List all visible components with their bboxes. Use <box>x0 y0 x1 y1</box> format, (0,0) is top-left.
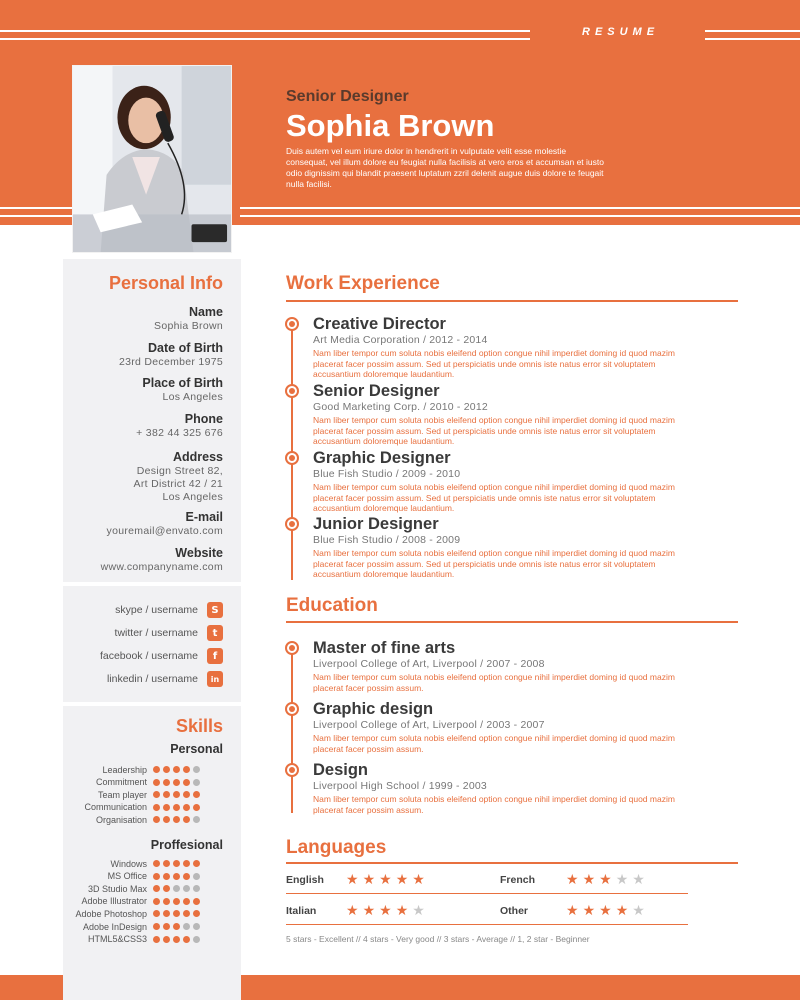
personal-info-title: Personal Info <box>108 273 223 293</box>
skill-dot <box>153 898 160 905</box>
work-item-desc: Nam liber tempor cum soluta nobis eleifend option congue nihil imperdiet doming id quod mazim placerat facer possim assum. Sed ut perspiciatis unde omnis iste natus error sit voluptatem accusantium doloremque laudantium. <box>313 348 675 379</box>
footer-bar <box>0 975 63 1000</box>
language-stars <box>346 903 425 919</box>
star-icon: ★ <box>615 872 629 888</box>
info-address <box>53 450 223 504</box>
person-name: Sophia Brown <box>286 108 495 143</box>
info-value: Sophia Brown <box>154 320 223 332</box>
work-item-meta: Art Media Corporation / 2012 - 2014 <box>313 334 488 346</box>
skills-title: Skills <box>175 716 223 736</box>
info-phone <box>53 412 223 440</box>
header-line <box>240 215 800 217</box>
social-skype[interactable] <box>53 602 223 618</box>
skill-row <box>63 801 241 814</box>
skill-dot <box>163 885 170 892</box>
star-icon: ★ <box>582 903 596 919</box>
skill-name: Team player <box>97 789 147 800</box>
skill-row <box>63 895 241 908</box>
education-item <box>313 761 693 815</box>
linkedin-icon[interactable]: in <box>207 671 223 687</box>
skill-row <box>63 813 241 826</box>
education-item-meta: Liverpool High School / 1999 - 2003 <box>313 780 487 792</box>
work-item <box>313 382 693 447</box>
skill-name: Adobe Photoshop <box>75 908 147 919</box>
skill-dot <box>153 910 160 917</box>
education-item-meta: Liverpool College of Art, Liverpool / 2007 - 2008 <box>313 658 545 670</box>
star-icon: ★ <box>395 872 409 888</box>
skill-name: HTML5&CSS3 <box>87 934 147 945</box>
info-value: Design Street 82, Art District 42 / 21 Los Angeles <box>133 465 223 503</box>
timeline-dot <box>285 384 299 398</box>
skill-name: Organisation <box>95 814 147 825</box>
star-icon: ★ <box>632 872 645 888</box>
info-label: Website <box>175 546 223 560</box>
info-dob <box>53 341 223 369</box>
skill-dot <box>193 779 200 786</box>
skill-dot <box>183 923 190 930</box>
skill-row <box>63 788 241 801</box>
education-item <box>313 639 693 693</box>
star-icon: ★ <box>362 872 376 888</box>
skill-dot <box>183 873 190 880</box>
header-line <box>0 30 530 32</box>
skill-dot <box>183 936 190 943</box>
work-rule <box>286 300 738 302</box>
work-item-meta: Good Marketing Corp. / 2010 - 2012 <box>313 401 488 413</box>
skill-dot <box>163 860 170 867</box>
skill-name: 3D Studio Max <box>87 883 147 894</box>
social-text: skype / username <box>115 604 198 616</box>
skill-dot <box>163 816 170 823</box>
skill-dot <box>153 816 160 823</box>
facebook-icon[interactable]: f <box>207 648 223 664</box>
star-icon: ★ <box>599 872 612 888</box>
star-icon: ★ <box>346 903 359 919</box>
skill-name: Windows <box>110 858 147 869</box>
timeline-dot <box>285 451 299 465</box>
skill-dot <box>173 873 180 880</box>
skill-dot <box>163 791 170 798</box>
skill-dot <box>173 910 180 917</box>
skill-dot <box>183 766 190 773</box>
info-value: Los Angeles <box>162 391 223 403</box>
skill-name: MS Office <box>107 871 147 882</box>
work-item <box>313 315 693 380</box>
skill-dot <box>183 860 190 867</box>
skill-dot <box>193 910 200 917</box>
skill-dot <box>183 779 190 786</box>
social-facebook[interactable] <box>53 648 223 664</box>
skill-rating <box>153 766 200 773</box>
info-label: Address <box>172 450 223 464</box>
skill-dot <box>173 898 180 905</box>
sidebar-divider <box>63 702 241 706</box>
skill-row <box>63 857 241 870</box>
skill-rating <box>153 936 200 943</box>
skill-dot <box>193 860 200 867</box>
skill-dot <box>173 936 180 943</box>
header-line <box>0 207 72 209</box>
skill-rating <box>153 910 200 917</box>
skill-row <box>63 870 241 883</box>
skill-dot <box>193 791 200 798</box>
skill-dot <box>173 885 180 892</box>
social-text: twitter / username <box>114 627 198 639</box>
skill-dot <box>193 885 200 892</box>
skill-row <box>63 763 241 776</box>
social-text: facebook / username <box>99 650 198 662</box>
language-name: English <box>286 874 324 886</box>
star-icon: ★ <box>599 903 612 919</box>
skill-dot <box>183 804 190 811</box>
skill-row <box>63 882 241 895</box>
language-name: Other <box>500 905 529 917</box>
work-title: Work Experience <box>286 273 440 294</box>
skill-dot <box>193 766 200 773</box>
language-name: Italian <box>286 905 317 917</box>
header-line <box>0 215 72 217</box>
education-item-meta: Liverpool College of Art, Liverpool / 2003 - 2007 <box>313 719 545 731</box>
skill-row <box>63 907 241 920</box>
star-icon: ★ <box>346 872 359 888</box>
work-item-title: Senior Designer <box>313 382 440 400</box>
language-stars <box>566 903 645 919</box>
skill-dot <box>193 923 200 930</box>
header-line <box>705 38 800 40</box>
language-rule <box>286 893 688 894</box>
education-item-title: Design <box>313 761 369 779</box>
skill-row <box>63 920 241 933</box>
skill-dot <box>173 816 180 823</box>
work-item-title: Graphic Designer <box>313 449 451 467</box>
skill-dot <box>153 804 160 811</box>
skype-icon[interactable]: S <box>207 602 223 618</box>
skill-dot <box>153 860 160 867</box>
skill-dot <box>163 898 170 905</box>
skill-name: Communication <box>84 802 147 813</box>
skill-dot <box>183 816 190 823</box>
skill-rating <box>153 885 200 892</box>
star-icon: ★ <box>632 903 645 919</box>
skill-rating <box>153 791 200 798</box>
footer-bar <box>241 975 800 1000</box>
skill-dot <box>183 885 190 892</box>
info-value: + 382 44 325 676 <box>136 427 223 439</box>
education-item-title: Master of fine arts <box>313 639 456 657</box>
education-item-desc: Nam liber tempor cum soluta nobis eleifend option congue nihil imperdiet doming id quod mazim placerat facer possim assum. <box>313 794 675 815</box>
education-item-title: Graphic design <box>313 700 434 718</box>
skill-dot <box>153 779 160 786</box>
info-value: 23rd December 1975 <box>118 356 223 368</box>
star-icon: ★ <box>362 903 376 919</box>
work-item-title: Creative Director <box>313 315 446 333</box>
star-icon: ★ <box>412 872 425 888</box>
sidebar-divider <box>63 582 241 586</box>
info-label: E-mail <box>185 510 223 524</box>
skill-dot <box>173 860 180 867</box>
education-rule <box>286 621 738 623</box>
work-item-desc: Nam liber tempor cum soluta nobis eleifend option congue nihil imperdiet doming id quod mazim placerat facer possim assum. Sed ut perspiciatis unde omnis iste natus error sit voluptatem accusantium doloremque laudantium. <box>313 415 675 446</box>
info-label: Place of Birth <box>142 376 223 390</box>
language-row <box>286 905 688 925</box>
language-stars <box>346 872 425 888</box>
header-line <box>0 38 530 40</box>
timeline-dot <box>285 641 299 655</box>
social-text: linkedin / username <box>106 673 198 685</box>
languages-rule <box>286 862 738 864</box>
skill-rating <box>153 873 200 880</box>
header-line <box>240 207 800 209</box>
work-item <box>313 449 693 514</box>
skill-dot <box>163 766 170 773</box>
star-icon: ★ <box>412 903 425 919</box>
twitter-icon[interactable]: t <box>207 625 223 641</box>
education-timeline <box>291 643 293 813</box>
skills-professional-title: Proffesional <box>150 838 223 852</box>
skill-dot <box>163 936 170 943</box>
skill-name: Adobe InDesign <box>82 921 147 932</box>
info-email <box>53 510 223 538</box>
work-item <box>313 515 693 580</box>
info-label: Date of Birth <box>148 341 223 355</box>
job-subtitle: Senior Designer <box>286 88 409 105</box>
star-icon: ★ <box>582 872 596 888</box>
skill-dot <box>193 804 200 811</box>
skill-dot <box>183 898 190 905</box>
skill-name: Adobe Illustrator <box>81 896 147 907</box>
sidebar <box>63 259 241 1000</box>
info-name <box>53 305 223 333</box>
timeline-dot <box>285 702 299 716</box>
work-item-meta: Blue Fish Studio / 2009 - 2010 <box>313 468 461 480</box>
skill-dot <box>173 779 180 786</box>
skill-dot <box>193 816 200 823</box>
skill-dot <box>173 766 180 773</box>
languages-title: Languages <box>286 837 387 858</box>
skill-dot <box>153 766 160 773</box>
skill-dot <box>173 791 180 798</box>
skill-dot <box>163 804 170 811</box>
skill-dot <box>193 898 200 905</box>
language-row <box>286 874 688 894</box>
profile-photo <box>72 65 232 253</box>
skill-rating <box>153 816 200 823</box>
skill-dot <box>163 910 170 917</box>
skill-name: Leadership <box>102 764 147 775</box>
info-label: Name <box>188 305 223 319</box>
skill-dot <box>183 910 190 917</box>
language-rule <box>286 924 688 925</box>
skill-dot <box>163 779 170 786</box>
education-item-desc: Nam liber tempor cum soluta nobis eleifend option congue nihil imperdiet doming id quod mazim placerat facer possim assum. <box>313 672 675 693</box>
skills-personal-title: Personal <box>170 742 223 756</box>
skill-rating <box>153 923 200 930</box>
skill-rating <box>153 779 200 786</box>
skill-row <box>63 933 241 946</box>
skill-rating <box>153 804 200 811</box>
skill-dot <box>183 791 190 798</box>
education-item-desc: Nam liber tempor cum soluta nobis eleifend option congue nihil imperdiet doming id quod mazim placerat facer possim assum. <box>313 733 675 754</box>
social-linkedin[interactable] <box>53 671 223 687</box>
timeline-dot <box>285 517 299 531</box>
star-icon: ★ <box>566 903 579 919</box>
education-item <box>313 700 693 754</box>
skill-dot <box>173 804 180 811</box>
intro-text: Duis autem vel eum iriure dolor in hendrerit in vulputate velit esse molestie consequat, vel illum dolore eu feugiat nulla facilisis at vero eros et accumsan et iusto odio dignissim qui blandit praesent luptatum zzril delenit augue duis dolore te feugait nulla facilisi. <box>286 146 604 189</box>
work-item-desc: Nam liber tempor cum soluta nobis eleifend option congue nihil imperdiet doming id quod mazim placerat facer possim assum. Sed ut perspiciatis unde omnis iste natus error sit voluptatem accusantium doloremque laudantium. <box>313 482 675 513</box>
star-icon: ★ <box>615 903 629 919</box>
info-place-of-birth <box>53 376 223 404</box>
language-stars <box>566 872 645 888</box>
skill-dot <box>153 885 160 892</box>
resume-label: RESUME <box>582 26 660 38</box>
skill-dot <box>163 923 170 930</box>
header-line <box>705 30 800 32</box>
language-legend: 5 stars - Excellent // 4 stars - Very good // 3 stars - Average // 1, 2 star - Beginner <box>286 934 590 944</box>
skill-dot <box>153 923 160 930</box>
info-value[interactable]: youremail@envato.com <box>106 525 223 537</box>
work-item-title: Junior Designer <box>313 515 439 533</box>
social-twitter[interactable] <box>53 625 223 641</box>
star-icon: ★ <box>566 872 579 888</box>
star-icon: ★ <box>395 903 409 919</box>
skill-dot <box>193 873 200 880</box>
info-website <box>53 546 223 574</box>
skill-dot <box>153 936 160 943</box>
language-name: French <box>500 874 536 886</box>
info-value[interactable]: www.companyname.com <box>100 561 223 573</box>
skill-dot <box>173 923 180 930</box>
work-item-meta: Blue Fish Studio / 2008 - 2009 <box>313 534 461 546</box>
info-label: Phone <box>184 412 223 426</box>
education-title: Education <box>286 595 378 616</box>
work-item-desc: Nam liber tempor cum soluta nobis eleifend option congue nihil imperdiet doming id quod mazim placerat facer possim assum. Sed ut perspiciatis unde omnis iste natus error sit voluptatem accusantium doloremque laudantium. <box>313 548 675 579</box>
star-icon: ★ <box>379 903 392 919</box>
skill-name: Commitment <box>95 777 147 788</box>
skill-rating <box>153 860 200 867</box>
skill-dot <box>153 873 160 880</box>
skill-dot <box>193 936 200 943</box>
skill-row <box>63 776 241 789</box>
star-icon: ★ <box>379 872 392 888</box>
skill-dot <box>163 873 170 880</box>
skill-dot <box>153 791 160 798</box>
skill-rating <box>153 898 200 905</box>
timeline-dot <box>285 317 299 331</box>
timeline-dot <box>285 763 299 777</box>
